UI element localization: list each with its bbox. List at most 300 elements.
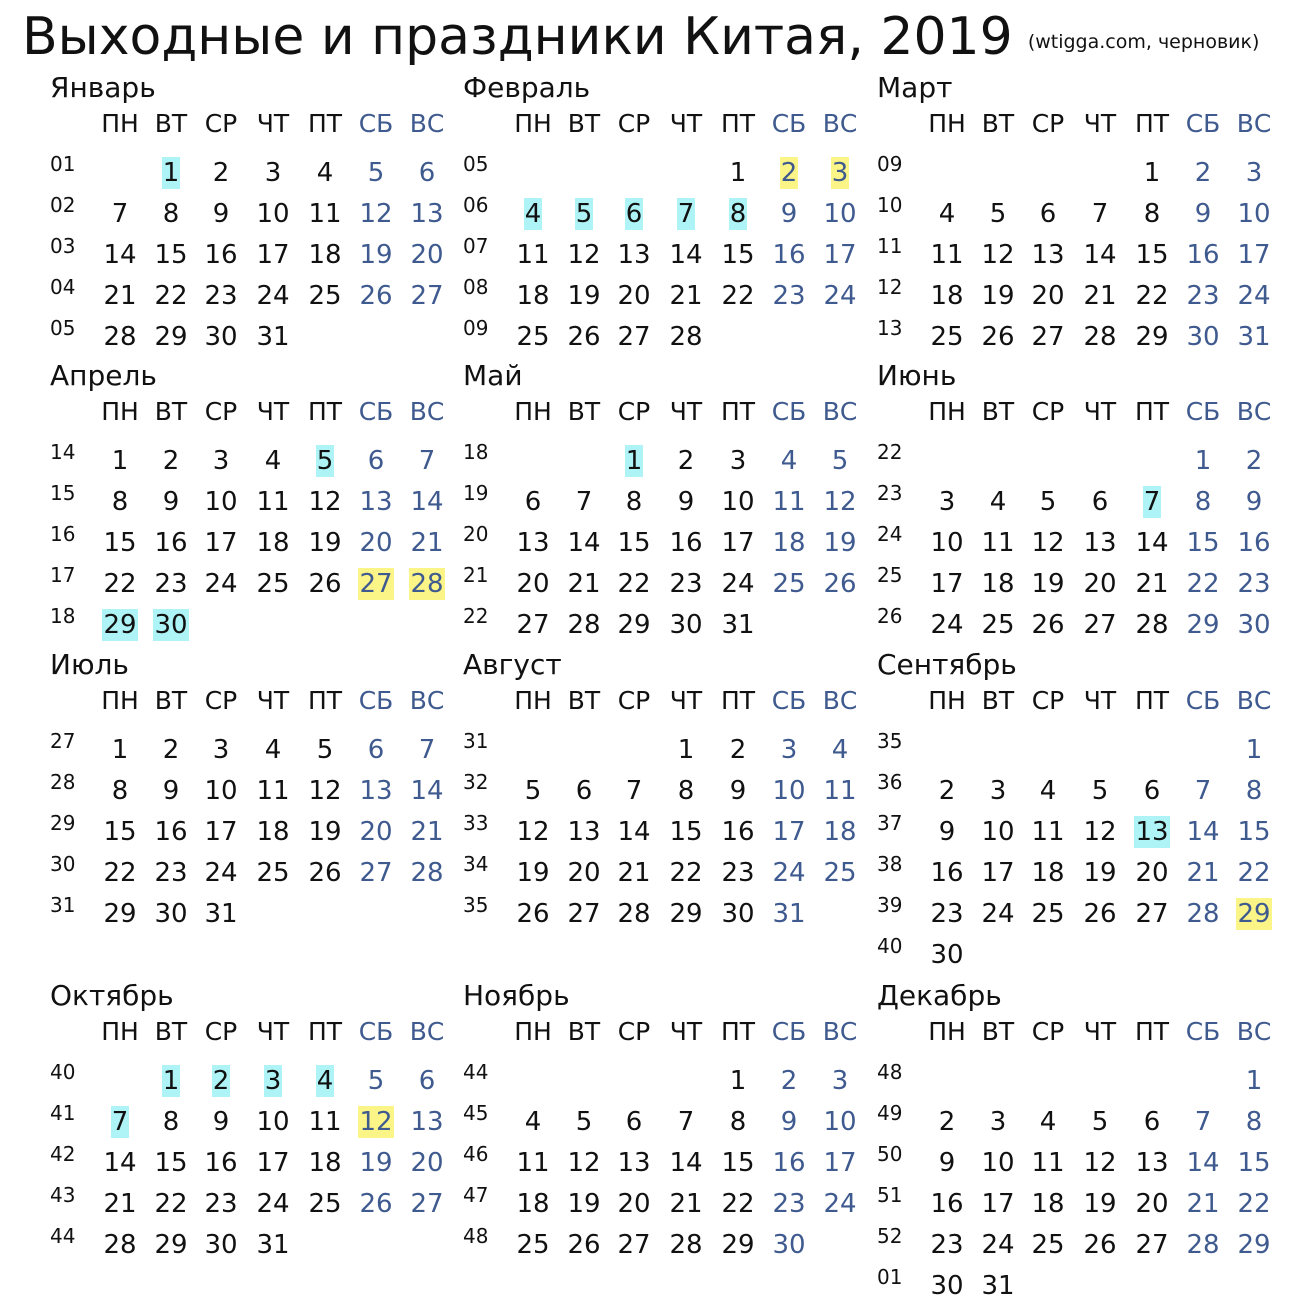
weekday-header: ВТ <box>981 686 1015 715</box>
weekday-header: СР <box>617 397 651 426</box>
week-number: 22 <box>877 440 903 464</box>
day-number: 14 <box>617 817 651 847</box>
calendar-day <box>559 815 609 849</box>
month-name: Февраль <box>463 71 591 104</box>
calendar-day <box>713 279 763 313</box>
day-number: 9 <box>780 1107 798 1137</box>
calendar-day <box>609 856 659 890</box>
day-number: 19 <box>567 1189 601 1219</box>
calendar-day <box>1178 444 1228 478</box>
calendar-day <box>559 774 609 808</box>
day-number: 16 <box>721 817 755 847</box>
week-number: 03 <box>50 234 76 258</box>
day-number: 9 <box>162 487 180 517</box>
weekday-header: СР <box>204 1017 238 1046</box>
calendar-day <box>248 856 298 890</box>
calendar-day <box>1127 526 1177 560</box>
calendar-day <box>764 856 814 890</box>
week-number: 45 <box>463 1101 489 1125</box>
weekday-header: ЧТ <box>669 686 703 715</box>
calendar-day <box>922 938 972 972</box>
day-number: 11 <box>256 776 290 806</box>
week-number: 09 <box>463 316 489 340</box>
week-number: 40 <box>877 934 903 958</box>
calendar-day <box>661 238 711 272</box>
calendar-day <box>973 238 1023 272</box>
calendar-day <box>1127 238 1177 272</box>
calendar-day <box>1178 526 1228 560</box>
day-number: 4 <box>524 199 542 229</box>
day-number: 5 <box>316 446 334 476</box>
day-number: 20 <box>1083 569 1117 599</box>
day-number: 15 <box>154 1148 188 1178</box>
day-number: 16 <box>1237 528 1271 558</box>
month-block <box>877 70 1287 400</box>
calendar-day <box>559 238 609 272</box>
calendar-day <box>95 197 145 231</box>
day-number: 17 <box>772 817 806 847</box>
calendar-day <box>713 1187 763 1221</box>
calendar-day <box>508 897 558 931</box>
calendar-day <box>764 815 814 849</box>
day-number: 2 <box>212 1066 230 1096</box>
week-number: 43 <box>50 1183 76 1207</box>
week-number: 31 <box>50 893 76 917</box>
week-number: 04 <box>50 275 76 299</box>
calendar-day <box>922 485 972 519</box>
day-number: 11 <box>1031 817 1065 847</box>
calendar-day <box>1229 279 1279 313</box>
day-number: 23 <box>204 1189 238 1219</box>
calendar-day <box>300 1187 350 1221</box>
calendar-day <box>146 567 196 601</box>
calendar-day <box>1127 815 1177 849</box>
day-number: 27 <box>617 1230 651 1260</box>
calendar-day <box>815 1105 865 1139</box>
calendar-day <box>559 197 609 231</box>
calendar-day <box>815 856 865 890</box>
month-block <box>50 70 460 400</box>
day-number: 27 <box>617 322 651 352</box>
day-number: 1 <box>729 158 747 188</box>
day-number: 26 <box>567 322 601 352</box>
day-number: 26 <box>823 569 857 599</box>
calendar-day <box>248 815 298 849</box>
month-name: Май <box>463 359 523 392</box>
calendar-day <box>300 1105 350 1139</box>
calendar-day <box>713 238 763 272</box>
day-number: 24 <box>823 281 857 311</box>
calendar-day <box>351 856 401 890</box>
calendar-day <box>1178 567 1228 601</box>
calendar-day <box>922 815 972 849</box>
day-number: 13 <box>617 1148 651 1178</box>
calendar-day <box>146 1228 196 1262</box>
calendar-day <box>146 156 196 190</box>
calendar-day <box>922 774 972 808</box>
calendar-day <box>973 197 1023 231</box>
weekday-header: ПТ <box>720 397 756 426</box>
day-number: 1 <box>1143 158 1161 188</box>
day-number: 19 <box>567 281 601 311</box>
day-number: 3 <box>831 1066 849 1096</box>
weekday-header: СР <box>617 109 651 138</box>
day-number: 30 <box>721 899 755 929</box>
day-number: 17 <box>930 569 964 599</box>
calendar-day <box>248 1105 298 1139</box>
day-number: 20 <box>617 281 651 311</box>
calendar-day <box>764 733 814 767</box>
calendar-day <box>1023 279 1073 313</box>
day-number: 7 <box>1194 776 1212 806</box>
calendar-day <box>1229 774 1279 808</box>
day-number: 25 <box>772 569 806 599</box>
weekday-header: СР <box>1031 686 1065 715</box>
calendar-day <box>609 279 659 313</box>
week-number: 27 <box>50 729 76 753</box>
day-number: 10 <box>981 1148 1015 1178</box>
calendar-day <box>713 444 763 478</box>
calendar-day <box>661 774 711 808</box>
day-number: 8 <box>1143 199 1161 229</box>
calendar-day <box>661 485 711 519</box>
weekday-header: ВС <box>409 109 445 138</box>
calendar-day <box>1229 1228 1279 1262</box>
calendar-day <box>402 1187 452 1221</box>
calendar-day <box>351 279 401 313</box>
day-number: 15 <box>617 528 651 558</box>
day-number: 3 <box>212 735 230 765</box>
calendar-day <box>815 774 865 808</box>
calendar-day <box>402 444 452 478</box>
calendar-day <box>1075 485 1125 519</box>
calendar-day <box>196 485 246 519</box>
day-number: 18 <box>1031 1189 1065 1219</box>
week-number: 49 <box>877 1101 903 1125</box>
calendar-day <box>351 1187 401 1221</box>
calendar-day <box>661 320 711 354</box>
calendar-day <box>300 526 350 560</box>
day-number: 24 <box>930 610 964 640</box>
calendar-day <box>146 1064 196 1098</box>
day-number: 29 <box>1186 610 1220 640</box>
day-number: 22 <box>721 1189 755 1219</box>
week-number: 06 <box>463 193 489 217</box>
weekday-header: ВС <box>1236 397 1272 426</box>
calendar-day <box>146 608 196 642</box>
calendar-day <box>713 1064 763 1098</box>
day-number: 21 <box>410 528 444 558</box>
calendar-day <box>1229 608 1279 642</box>
day-number: 17 <box>204 817 238 847</box>
day-number: 26 <box>308 569 342 599</box>
calendar-day <box>351 815 401 849</box>
calendar-day <box>815 1187 865 1221</box>
week-number: 01 <box>877 1265 903 1289</box>
calendar-day <box>248 1064 298 1098</box>
day-number: 21 <box>567 569 601 599</box>
day-number: 12 <box>1083 817 1117 847</box>
weekday-header: ЧТ <box>256 397 290 426</box>
day-number: 28 <box>103 322 137 352</box>
calendar-day <box>248 444 298 478</box>
calendar-day <box>1229 1187 1279 1221</box>
month-block <box>50 647 460 977</box>
calendar-day <box>815 815 865 849</box>
calendar-day <box>508 320 558 354</box>
week-number: 02 <box>50 193 76 217</box>
calendar-day <box>1023 238 1073 272</box>
weekday-header: ПТ <box>1134 397 1170 426</box>
day-number: 13 <box>410 1107 444 1137</box>
calendar-day <box>815 279 865 313</box>
calendar-day <box>815 485 865 519</box>
day-number: 28 <box>567 610 601 640</box>
day-number: 6 <box>1039 199 1057 229</box>
day-number: 23 <box>930 1230 964 1260</box>
day-number: 22 <box>1135 281 1169 311</box>
day-number: 9 <box>677 487 695 517</box>
calendar-day <box>1023 567 1073 601</box>
day-number: 22 <box>1237 858 1271 888</box>
day-number: 7 <box>1143 487 1161 517</box>
day-number: 11 <box>930 240 964 270</box>
calendar-day <box>196 1064 246 1098</box>
day-number: 26 <box>1083 899 1117 929</box>
calendar-day <box>1178 485 1228 519</box>
day-number: 27 <box>1083 610 1117 640</box>
day-number: 7 <box>575 487 593 517</box>
calendar-day <box>609 1228 659 1262</box>
calendar-day <box>559 897 609 931</box>
day-number: 15 <box>154 240 188 270</box>
weekday-header: ВТ <box>981 109 1015 138</box>
day-number: 8 <box>1245 776 1263 806</box>
calendar-day <box>351 197 401 231</box>
calendar-day <box>300 197 350 231</box>
day-number: 18 <box>516 1189 550 1219</box>
day-number: 12 <box>516 817 550 847</box>
day-number: 28 <box>410 858 444 888</box>
day-number: 7 <box>111 1107 129 1137</box>
calendar-day <box>196 815 246 849</box>
day-number: 19 <box>823 528 857 558</box>
day-number: 31 <box>256 322 290 352</box>
day-number: 15 <box>1237 1148 1271 1178</box>
calendar-day <box>196 444 246 478</box>
week-number: 48 <box>877 1060 903 1084</box>
calendar-day <box>1127 1146 1177 1180</box>
weekday-header: ЧТ <box>1083 686 1117 715</box>
day-number: 8 <box>111 487 129 517</box>
calendar-day <box>764 444 814 478</box>
week-number: 17 <box>50 563 76 587</box>
calendar-day <box>1178 320 1228 354</box>
day-number: 25 <box>1031 899 1065 929</box>
day-number: 14 <box>1186 817 1220 847</box>
calendar-day <box>196 567 246 601</box>
day-number: 3 <box>264 1066 282 1096</box>
day-number: 19 <box>516 858 550 888</box>
calendar-day <box>402 856 452 890</box>
calendar-day <box>922 1105 972 1139</box>
day-number: 3 <box>989 776 1007 806</box>
calendar-day <box>95 1146 145 1180</box>
day-number: 22 <box>1237 1189 1271 1219</box>
day-number: 7 <box>677 1107 695 1137</box>
day-number: 16 <box>204 240 238 270</box>
day-number: 10 <box>772 776 806 806</box>
calendar-day <box>1127 279 1177 313</box>
calendar-day <box>300 774 350 808</box>
day-number: 18 <box>516 281 550 311</box>
calendar-day <box>508 1146 558 1180</box>
calendar-day <box>508 608 558 642</box>
calendar-day <box>351 156 401 190</box>
week-number: 01 <box>50 152 76 176</box>
day-number: 3 <box>831 158 849 188</box>
calendar-day <box>95 320 145 354</box>
weekday-header: СБ <box>771 397 807 426</box>
week-number: 20 <box>463 522 489 546</box>
calendar-day <box>196 320 246 354</box>
month-block <box>50 358 460 688</box>
calendar-day <box>1023 856 1073 890</box>
calendar-day <box>764 1064 814 1098</box>
weekday-header: ВТ <box>567 109 601 138</box>
day-number: 21 <box>103 281 137 311</box>
day-number: 14 <box>1083 240 1117 270</box>
calendar-day <box>661 897 711 931</box>
month-block <box>463 647 873 977</box>
day-number: 10 <box>930 528 964 558</box>
day-number: 18 <box>772 528 806 558</box>
calendar-day <box>1023 897 1073 931</box>
calendar-day <box>196 1187 246 1221</box>
month-name: Август <box>463 648 562 681</box>
calendar-day <box>300 733 350 767</box>
day-number: 6 <box>1143 1107 1161 1137</box>
day-number: 10 <box>823 199 857 229</box>
day-number: 30 <box>930 940 964 970</box>
day-number: 11 <box>981 528 1015 558</box>
calendar-day <box>609 238 659 272</box>
day-number: 5 <box>1091 776 1109 806</box>
calendar-day <box>922 856 972 890</box>
calendar-day <box>1023 1228 1073 1262</box>
week-number: 35 <box>463 893 489 917</box>
day-number: 27 <box>1135 1230 1169 1260</box>
day-number: 25 <box>981 610 1015 640</box>
day-number: 21 <box>669 1189 703 1219</box>
week-number: 32 <box>463 770 489 794</box>
day-number: 22 <box>617 569 651 599</box>
weekday-header: СБ <box>1185 109 1221 138</box>
day-number: 2 <box>677 446 695 476</box>
day-number: 15 <box>721 1148 755 1178</box>
day-number: 4 <box>1039 1107 1057 1137</box>
day-number: 28 <box>1083 322 1117 352</box>
day-number: 6 <box>575 776 593 806</box>
day-number: 17 <box>823 240 857 270</box>
calendar-day <box>973 1187 1023 1221</box>
day-number: 20 <box>1031 281 1065 311</box>
weekday-header: ВТ <box>154 397 188 426</box>
calendar-day <box>764 774 814 808</box>
calendar-day <box>815 733 865 767</box>
week-number: 41 <box>50 1101 76 1125</box>
month-block <box>877 978 1287 1308</box>
day-number: 26 <box>1083 1230 1117 1260</box>
day-number: 2 <box>1245 446 1263 476</box>
calendar-day <box>402 567 452 601</box>
calendar-day <box>1178 608 1228 642</box>
day-number: 31 <box>721 610 755 640</box>
calendar-day <box>508 197 558 231</box>
day-number: 18 <box>1031 858 1065 888</box>
calendar-day <box>922 238 972 272</box>
calendar-day <box>146 1187 196 1221</box>
weekday-header: ЧТ <box>256 1017 290 1046</box>
weekday-header: ВТ <box>154 109 188 138</box>
day-number: 12 <box>823 487 857 517</box>
day-number: 14 <box>1186 1148 1220 1178</box>
day-number: 17 <box>981 1189 1015 1219</box>
calendar-day <box>713 1228 763 1262</box>
calendar-day <box>764 238 814 272</box>
calendar-day <box>1075 279 1125 313</box>
calendar-day <box>609 897 659 931</box>
calendar-day <box>559 1228 609 1262</box>
calendar-day <box>1229 320 1279 354</box>
calendar-day <box>351 485 401 519</box>
calendar-day <box>661 526 711 560</box>
week-number: 42 <box>50 1142 76 1166</box>
day-number: 22 <box>103 858 137 888</box>
day-number: 23 <box>930 899 964 929</box>
day-number: 10 <box>721 487 755 517</box>
calendar-day <box>559 1105 609 1139</box>
calendar-day <box>1023 608 1073 642</box>
day-number: 2 <box>212 158 230 188</box>
day-number: 15 <box>1237 817 1271 847</box>
calendar-day <box>609 815 659 849</box>
day-number: 12 <box>359 1107 393 1137</box>
day-number: 30 <box>204 322 238 352</box>
day-number: 13 <box>410 199 444 229</box>
day-number: 30 <box>1237 610 1271 640</box>
day-number: 1 <box>1245 735 1263 765</box>
weekday-header: ВС <box>409 686 445 715</box>
calendar-day <box>248 774 298 808</box>
day-number: 27 <box>516 610 550 640</box>
day-number: 14 <box>669 240 703 270</box>
calendar-day <box>661 608 711 642</box>
day-number: 19 <box>308 528 342 558</box>
calendar-day <box>609 197 659 231</box>
weekday-header: СБ <box>358 686 394 715</box>
weekday-header: ВТ <box>567 686 601 715</box>
day-number: 13 <box>1135 1148 1169 1178</box>
month-name: Апрель <box>50 359 157 392</box>
day-number: 15 <box>721 240 755 270</box>
day-number: 6 <box>524 487 542 517</box>
calendar-day <box>661 444 711 478</box>
calendar-day <box>196 1146 246 1180</box>
day-number: 6 <box>418 1066 436 1096</box>
day-number: 24 <box>256 1189 290 1219</box>
calendar-day <box>973 897 1023 931</box>
